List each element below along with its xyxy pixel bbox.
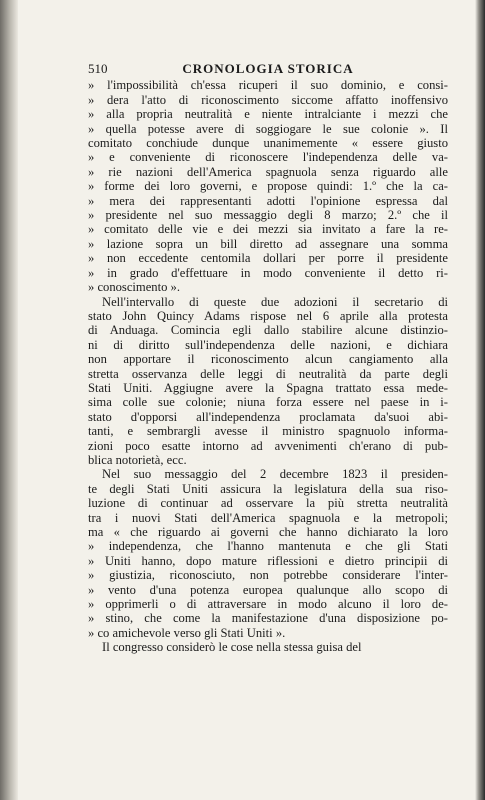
text-line: » stino, che come la manifestazione d'una disposizione po- <box>88 611 448 626</box>
text-line: » dera l'atto di riconoscimento siccome affatto inoffensivo <box>88 92 448 107</box>
page-number: 510 <box>88 61 108 76</box>
text-line: ni di diritto sull'independenza delle nazioni, e dichiara <box>88 337 448 352</box>
paragraph <box>88 467 448 640</box>
text-line: zioni poco esatte intorno ad avvenimenti ch'erano di pub- <box>88 438 448 453</box>
text-line: tanti, e sembrargli avesse il ministro spagnuolo informa- <box>88 424 448 439</box>
text-line: Nell'intervallo di queste due adozioni il secretario di <box>102 294 448 309</box>
text-line: luzione di continuar ad osservare la più stretta neutralità <box>88 496 448 511</box>
text-line: » quella potesse avere di soggiogare le sue colonie ». Il <box>88 121 448 136</box>
text-line: Il congresso considerò le cose nella stessa guisa del <box>102 640 362 655</box>
text-line: non apportare il riconoscimento alcun cangiamento alla <box>88 352 448 367</box>
text-line: » mera dei rappresentanti adotti l'opinione espressa dal <box>88 193 448 208</box>
text-line: comitato conchiude dunque unanimemente « essere giusto <box>88 136 448 151</box>
text-line: » rie nazioni dell'America spagnuola senza riguardo alle <box>88 164 448 179</box>
text-line: » conoscimento ». <box>88 280 180 295</box>
text-line: » lazione sopra un bill diretto ad assegnare una somma <box>88 236 448 251</box>
running-title: CRONOLOGIA STORICA <box>182 61 354 76</box>
text-line: » alla propria neutralità e niente intralciante i mezzi che <box>88 107 448 122</box>
text-line: sima colle sue colonie; niuna forza essere nel paese in i- <box>88 395 448 410</box>
book-spine-shadow <box>0 0 18 800</box>
text-line: » co amichevole verso gli Stati Uniti ». <box>88 625 286 640</box>
text-line: Stati Uniti. Aggiugne avere la Spagna trattato essa mede- <box>88 380 448 395</box>
text-line: » vento d'una potenza europea qualunque allo scopo di <box>88 582 448 597</box>
text-line: stato d'opporsi all'independenza proclamata da'suoi abi- <box>88 409 448 424</box>
text-line: » giustizia, riconosciuto, non potrebbe considerare l'inter- <box>88 568 448 583</box>
text-line: stato John Quincy Adams rispose nel 6 aprile alla protesta <box>88 308 448 323</box>
text-line: » non eccedente centomila dollari per porre il presidente <box>88 251 448 266</box>
text-line: » l'impossibilità ch'essa ricuperi il suo dominio, e consi- <box>88 78 448 93</box>
text-line: » e conveniente di riconoscere l'independenza delle va- <box>88 150 448 165</box>
text-line: » in grado d'effettuare in modo conveniente il detto ri- <box>88 265 448 280</box>
text-line: » opprimerli o di attraversare in modo alcuno il loro de- <box>88 597 448 612</box>
text-line: di Anduaga. Comincia egli dallo stabilire alcune distinzio- <box>88 323 448 338</box>
text-line: tra i nuovi Stati dell'America spagnuola e la metropoli; <box>88 510 448 525</box>
text-line: te degli Stati Uniti assicura la legislatura della sua riso- <box>88 481 448 496</box>
text-line: » Uniti hanno, dopo mature riflessioni e dietro principii di <box>88 553 448 568</box>
text-line: » independenza, che l'hanno mantenuta e che gli Stati <box>88 539 448 554</box>
text-line: » comitato delle vie e dei mezzi sia invitato a fare la re- <box>88 222 448 237</box>
text-line: stretta osservanza delle leggi di neutralità da parte degli <box>88 366 448 381</box>
text-line: Nel suo messaggio del 2 decembre 1823 il presiden- <box>102 467 448 482</box>
text-line: blica notorietà, ecc. <box>88 452 187 467</box>
page-edge-shadow <box>475 0 485 800</box>
paragraph <box>88 78 448 294</box>
text-line: ma « che riguardo ai governi che hanno dichiarato la loro <box>88 525 448 539</box>
paragraph <box>88 640 448 654</box>
text-line: » forme dei loro governi, e propose quindi: 1.º che la ca- <box>88 179 448 194</box>
paragraph <box>88 295 448 468</box>
text-line: » presidente nel suo messaggio degli 8 marzo; 2.º che il <box>88 208 448 223</box>
page-body <box>88 62 448 655</box>
page-header <box>88 62 448 76</box>
text-body <box>88 78 448 654</box>
